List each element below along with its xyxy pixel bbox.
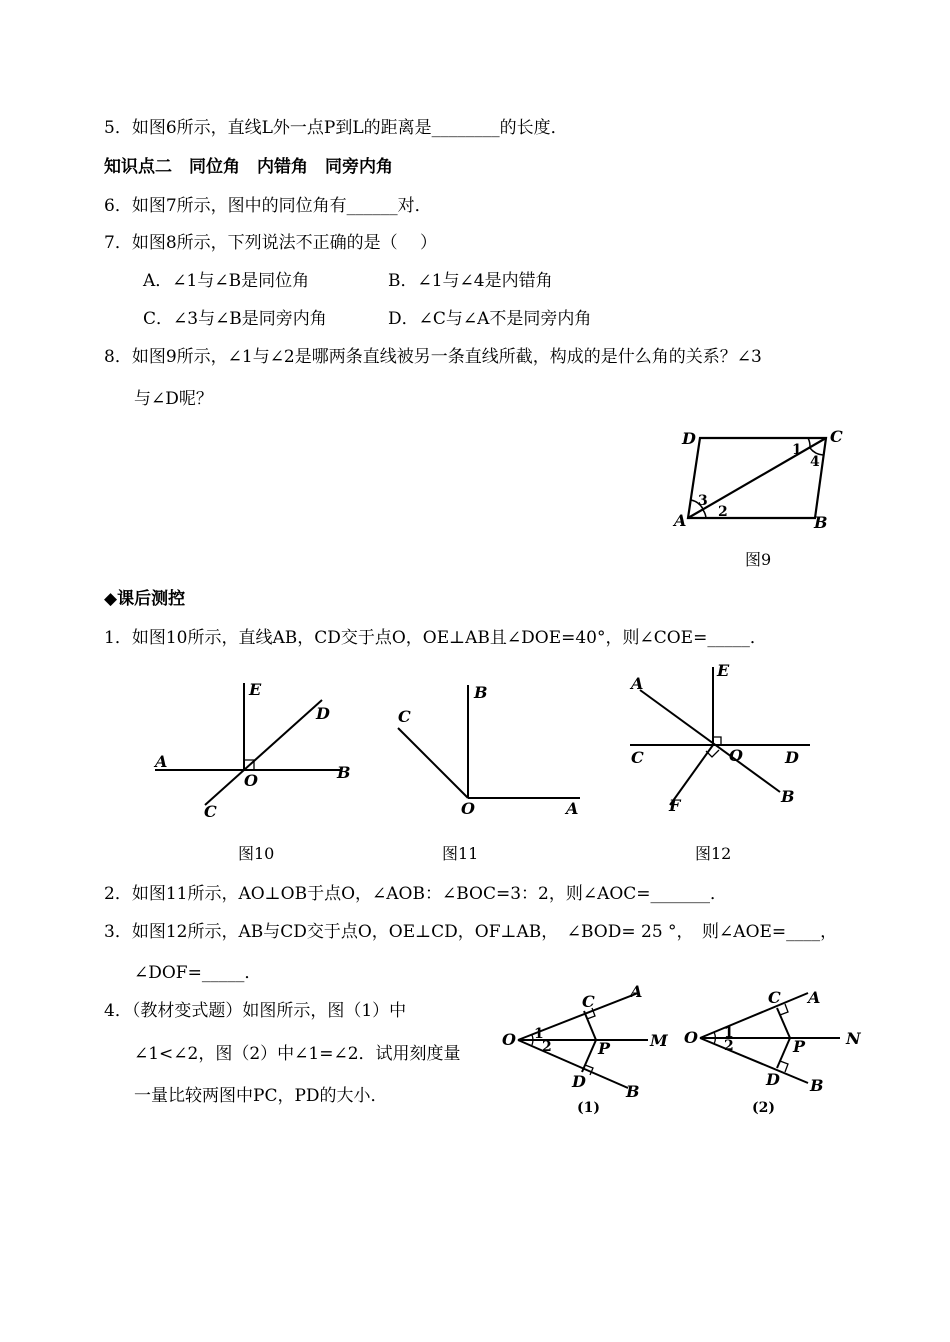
q7-option-c: C．∠3与∠B是同旁内角 (143, 309, 327, 329)
angle-label-4: 4 (810, 454, 820, 470)
label-c: C (582, 992, 595, 1011)
label-a: A (631, 674, 644, 693)
angle-label-1: 1 (534, 1026, 544, 1042)
right-angle-c (780, 1004, 788, 1015)
segment-pd (582, 1040, 596, 1072)
test-question-4-line-1: 4．（教材变式题）如图所示，图（1）中 (104, 1001, 407, 1021)
question-8-line-2: 与∠D呢？ (134, 389, 213, 409)
label-o: O (461, 799, 475, 818)
test-question-4-line-3: 一量比较两图中PC，PD的大小． (134, 1086, 388, 1106)
label-n: N (846, 1029, 861, 1048)
label-f: F (669, 796, 681, 815)
figure-q4-1 (498, 975, 673, 1115)
label-b: B (810, 1076, 824, 1095)
test-question-2: 2．如图11所示，AO⊥OB于点O，∠AOB：∠BOC=3：2，则∠AOC=_______． (104, 884, 728, 904)
label-a: A (566, 799, 579, 818)
figure-10-caption: 图10 (238, 844, 275, 863)
label-d: D (785, 748, 799, 767)
label-a: A (630, 982, 643, 1001)
diagonal-ac (688, 438, 826, 518)
label-b: B (474, 683, 488, 702)
angle-arc-2 (703, 510, 706, 518)
label-a: A (674, 511, 687, 530)
label-b: B (781, 787, 795, 806)
label-a: A (155, 752, 168, 771)
figure-11 (390, 680, 590, 825)
label-c: C (830, 427, 843, 446)
angle-label-1: 1 (724, 1025, 734, 1041)
label-d: D (316, 704, 330, 723)
label-d: D (572, 1072, 586, 1091)
right-angle-d (780, 1061, 788, 1072)
figure-10 (150, 675, 360, 825)
test-question-3-line-2: ∠DOF=_____． (134, 963, 262, 983)
caption-2: (2) (752, 1100, 775, 1116)
test-question-3-line-1: 3．如图12所示，AB与CD交于点O，OE⊥CD，OF⊥AB， ∠BOD= 25 °， 则∠AOE=____， (104, 922, 838, 942)
q7-option-d: D．∠C与∠A不是同旁内角 (388, 309, 592, 329)
question-6: 6．如图7所示，图中的同位角有______对． (104, 196, 432, 216)
label-o: O (244, 771, 258, 790)
label-o: O (684, 1028, 698, 1047)
section-heading-knowledge-2: 知识点二 同位角 内错角 同旁内角 (104, 157, 393, 177)
q7-option-a: A．∠1与∠B是同位角 (143, 271, 310, 291)
figure-12-caption: 图12 (695, 844, 732, 863)
label-c: C (768, 988, 781, 1007)
question-7: 7．如图8所示，下列说法不正确的是（ ） (104, 233, 438, 253)
label-p: P (598, 1039, 611, 1058)
label-c: C (631, 748, 644, 767)
label-b: B (814, 513, 828, 532)
line-ab (640, 690, 780, 792)
section-heading-after-class: ◆课后测控 (104, 589, 186, 609)
figure-11-caption: 图11 (442, 844, 479, 863)
ray-ob (700, 1038, 808, 1083)
ray-oc (398, 728, 468, 798)
label-a: A (808, 988, 821, 1007)
caption-1: (1) (577, 1100, 600, 1116)
q7-option-b: B．∠1与∠4是内错角 (388, 271, 553, 291)
angle-label-2: 2 (542, 1039, 552, 1055)
ray-oa (700, 993, 808, 1038)
test-question-1: 1．如图10所示，直线AB，CD交于点O，OE⊥AB且∠DOE=40°，则∠COE=_____． (104, 628, 767, 648)
figure-9-caption: 图9 (745, 550, 772, 569)
label-o: O (502, 1030, 516, 1049)
label-o: O (729, 746, 743, 765)
figure-q4-2 (680, 975, 865, 1115)
label-e: E (717, 661, 730, 680)
label-m: M (650, 1031, 668, 1050)
figure-12 (625, 662, 825, 817)
label-d: D (682, 429, 696, 448)
question-5: 5．如图6所示，直线L外一点P到L的距离是________的长度． (104, 118, 568, 138)
angle-label-2: 2 (724, 1038, 734, 1054)
angle-label-1: 1 (792, 442, 802, 458)
label-p: P (793, 1037, 806, 1056)
line-cd (205, 700, 322, 805)
label-c: C (398, 707, 411, 726)
label-e: E (249, 680, 262, 699)
question-8-line-1: 8．如图9所示，∠1与∠2是哪两条直线被另一条直线所截，构成的是什么角的关系？∠3 (104, 347, 762, 367)
angle-arc-1 (808, 438, 810, 447)
label-b: B (337, 763, 351, 782)
label-c: C (204, 802, 217, 821)
label-b: B (626, 1082, 640, 1101)
angle-label-2: 2 (718, 504, 728, 520)
test-question-4-line-2: ∠1<∠2，图（2）中∠1=∠2．试用刻度量 (134, 1044, 461, 1064)
figure-9 (660, 420, 860, 535)
label-d: D (766, 1070, 780, 1089)
angle-label-3: 3 (698, 493, 708, 509)
